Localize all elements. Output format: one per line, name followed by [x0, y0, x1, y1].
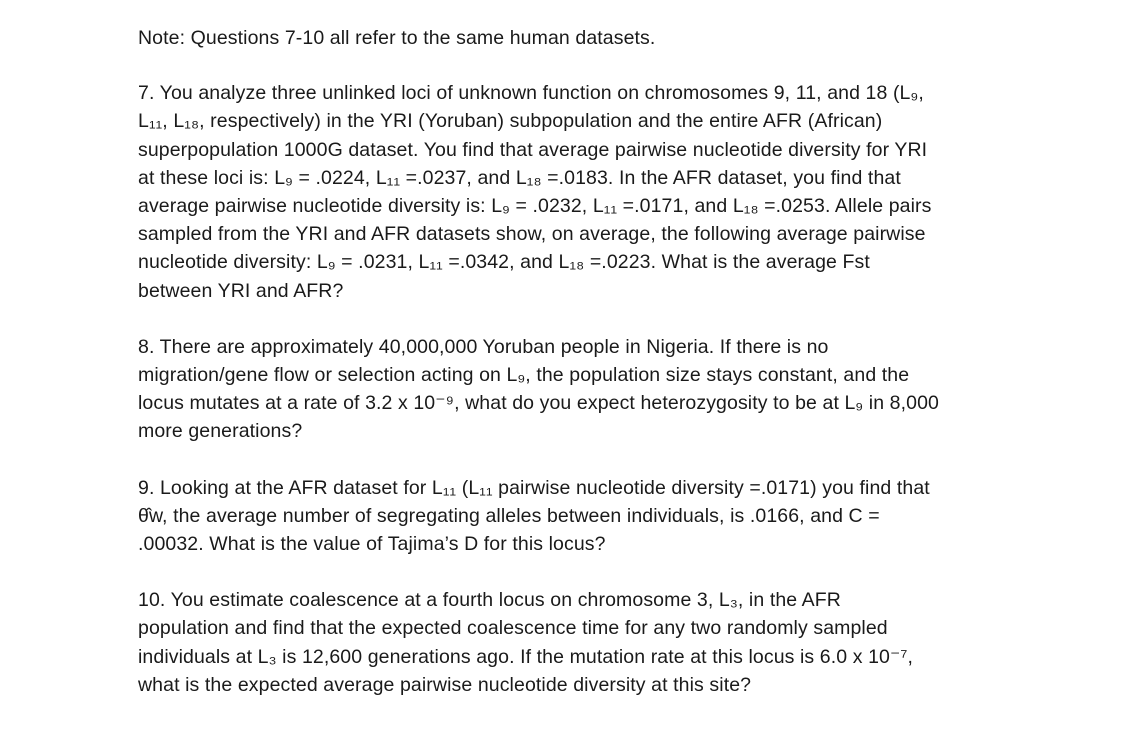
- note-paragraph: Note: Questions 7-10 all refer to the same human datasets.: [138, 27, 656, 49]
- question-8: 8. There are approximately 40,000,000 Yoruban people in Nigeria. If there is no migration/gene flow or selection acting on L₉, the population size stays constant, and the locus mutates at a rate of 3.2 x 10⁻⁹, what do you expect heterozygosity to be at L₉ in 8,000 more generations?: [138, 335, 939, 443]
- question-10: 10. You estimate coalescence at a fourth locus on chromosome 3, L₃, in the AFR population and find that the expected coalescence time for any two randomly sampled individuals at L₃ is 12,600 generations ago. If the mutation rate at this locus is 6.0 x 10⁻⁷, what is the expected average pairwise nucleotide diversity at this site?: [138, 589, 914, 696]
- question-7: 7. You analyze three unlinked loci of unknown function on chromosomes 9, 11, and 18 (L₉, L₁₁, L₁₈, respectively) in the YRI (Yoruban) subpopulation and the entire AFR (African) superpopulation 1000G dataset. You find that average pairwise nucleotide diversity for YRI at these loci is: L₉ = .0224, L₁₁ =.0237, and L₁₈ =.0183. In the AFR dataset, you find that average pairwise nucleotide diversity is: L₉ = .0232, L₁₁ =.0171, and L₁₈ =.0253. Allele pairs sampled from the YRI and AFR datasets show, on average, the following average pairwise nucleotide diversity: L₉ = .0231, L₁₁ =.0342, and L₁₈ =.0223. What is the average Fst between YRI and AFR?: [138, 82, 932, 302]
- document-page: [138, 24, 1098, 699]
- question-9: 9. Looking at the AFR dataset for L₁₁ (L₁₁ pairwise nucleotide diversity =.0171) you find that θ̂w, the average number of segregating alleles between individuals, is .0166, and C = .00032. What is the value of Tajima’s D for this locus?: [138, 476, 930, 556]
